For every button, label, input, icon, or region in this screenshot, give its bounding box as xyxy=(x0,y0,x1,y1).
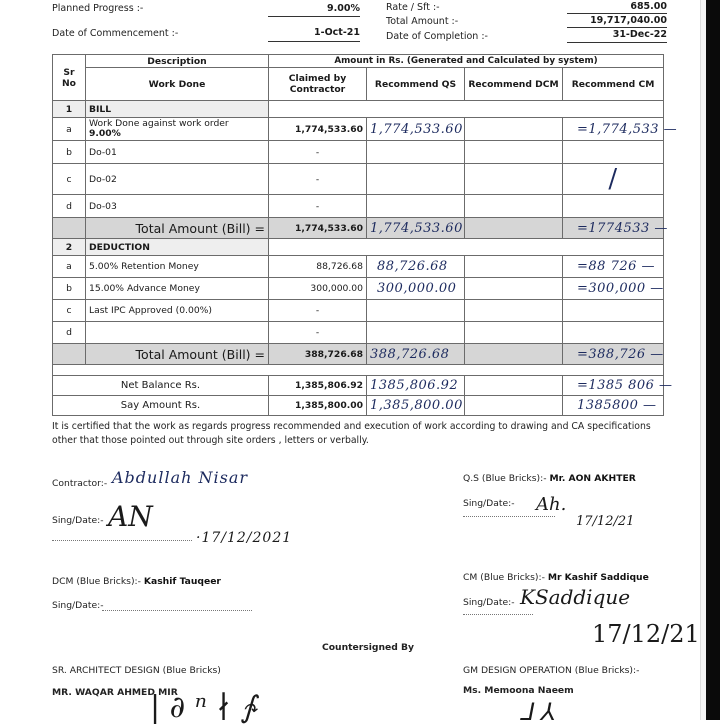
row-claimed: - xyxy=(269,300,367,322)
gm-signature-icon: ⅃ ⅄ xyxy=(520,698,556,726)
commencement-label: Date of Commencement :- xyxy=(52,28,179,39)
rate-label: Rate / Sft :- xyxy=(386,2,440,13)
row-cm xyxy=(563,322,664,344)
row-dcm xyxy=(465,164,563,195)
dcm-sign-label: Sing/Date:- xyxy=(52,600,104,611)
spacer-cell xyxy=(53,365,664,376)
qs-sign-date: 17/12/21 xyxy=(576,514,635,529)
row-qs xyxy=(367,300,465,322)
row-qs xyxy=(367,322,465,344)
table-row xyxy=(53,322,664,344)
net-balance-qs: 1385,806.92 xyxy=(367,376,465,396)
section-sr: 1 xyxy=(53,101,86,118)
row-desc: Do-02 xyxy=(86,164,269,195)
total-cm: =388,726 — xyxy=(563,344,664,365)
row-qs xyxy=(367,164,465,195)
planned-progress-label: Planned Progress :- xyxy=(52,3,144,14)
row-claimed: 300,000.00 xyxy=(269,278,367,300)
row-qs: 300,000.00 xyxy=(367,278,465,300)
say-amount-qs: 1,385,800.00 xyxy=(367,396,465,416)
total-label: Total Amount (Bill) = xyxy=(86,344,269,365)
row-sr: a xyxy=(53,256,86,278)
row-claimed: - xyxy=(269,141,367,164)
row-sr: d xyxy=(53,322,86,344)
row-cm-strike-mark: / xyxy=(563,164,664,195)
row-sr: b xyxy=(53,278,86,300)
section-deduction xyxy=(53,239,664,256)
bill-table xyxy=(52,54,678,416)
total-label: Total Amount (Bill) = xyxy=(86,218,269,239)
say-amount-dcm xyxy=(465,396,563,416)
table-row xyxy=(53,141,664,164)
contractor-signature: AN xyxy=(108,500,153,533)
table-row xyxy=(53,300,664,322)
section-bill xyxy=(53,101,664,118)
total-dcm xyxy=(465,218,563,239)
net-balance-dcm xyxy=(465,376,563,396)
row-claimed: - xyxy=(269,164,367,195)
total-dcm xyxy=(465,344,563,365)
row-cm xyxy=(563,195,664,218)
header-work-done: Work Done xyxy=(86,68,269,101)
row-qs xyxy=(367,195,465,218)
row-sr: a xyxy=(53,118,86,141)
qs-sign-line xyxy=(463,516,555,517)
bill-total-row xyxy=(53,218,664,239)
table-row xyxy=(53,278,664,300)
total-sr-blank xyxy=(53,218,86,239)
row-claimed: 1,774,533.60 xyxy=(269,118,367,141)
completion-value: 31-Dec-22 xyxy=(567,29,667,43)
scan-edge xyxy=(706,0,720,720)
total-claimed: 1,774,533.60 xyxy=(269,218,367,239)
rate-value: 685.00 xyxy=(567,1,667,14)
planned-progress-value: 9.00% xyxy=(268,3,360,17)
row-desc: 15.00% Advance Money xyxy=(86,278,269,300)
row-claimed: 88,726.68 xyxy=(269,256,367,278)
say-amount-label: Say Amount Rs. xyxy=(53,396,269,416)
section-blank xyxy=(269,101,664,118)
contractor-sign-date: ·17/12/2021 xyxy=(196,530,293,546)
gm-name: Ms. Memoona Naeem xyxy=(463,685,574,696)
table-row xyxy=(53,164,664,195)
dcm-label xyxy=(52,576,221,587)
contractor-name-handwritten: Abdullah Nisar xyxy=(112,468,249,487)
table-row xyxy=(53,118,664,141)
architect-signature-icon: | ∂ ⁿ ∤ ∱ xyxy=(150,690,256,725)
cm-signature: KSaddique xyxy=(520,585,631,609)
dcm-name: Kashif Tauqeer xyxy=(143,576,221,587)
section-sr: 2 xyxy=(53,239,86,256)
row-claimed: - xyxy=(269,322,367,344)
completion-label: Date of Completion :- xyxy=(386,31,488,42)
row-sr: c xyxy=(53,300,86,322)
row-dcm xyxy=(465,141,563,164)
row-desc: Do-01 xyxy=(86,141,269,164)
row-dcm xyxy=(465,322,563,344)
say-amount-row xyxy=(53,396,664,416)
spacer-row xyxy=(53,365,664,376)
row-dcm xyxy=(465,300,563,322)
row-sr: d xyxy=(53,195,86,218)
say-amount-cm: 1385800 — xyxy=(563,396,664,416)
row-sr: b xyxy=(53,141,86,164)
row-desc: Last IPC Approved (0.00%) xyxy=(86,300,269,322)
countersigned-heading: Countersigned By xyxy=(322,642,415,653)
qs-name: Mr. AON AKHTER xyxy=(549,473,636,484)
row-cm: =300,000 — xyxy=(563,278,664,300)
total-qs: 1,774,533.60 xyxy=(367,218,465,239)
row-desc-sub: 9.00% xyxy=(89,128,121,139)
cm-sign-date: 17/12/21 xyxy=(592,620,700,648)
total-sr-blank xyxy=(53,344,86,365)
net-balance-claimed: 1,385,806.92 xyxy=(269,376,367,396)
total-claimed: 388,726.68 xyxy=(269,344,367,365)
cm-role: CM (Blue Bricks):- xyxy=(463,572,545,583)
row-dcm xyxy=(465,118,563,141)
gm-label: GM DESIGN OPERATION (Blue Bricks):- xyxy=(463,665,640,676)
dcm-sign-line xyxy=(102,610,252,611)
section-title: BILL xyxy=(86,101,269,118)
row-dcm xyxy=(465,278,563,300)
commencement-value: 1-Oct-21 xyxy=(268,27,360,42)
cm-sign-line xyxy=(463,614,533,615)
architect-label: SR. ARCHITECT DESIGN (Blue Bricks) xyxy=(52,665,221,676)
table-row xyxy=(53,195,664,218)
section-blank xyxy=(269,239,664,256)
row-cm: =1,774,533 — xyxy=(563,118,664,141)
total-cm: =1774533 — xyxy=(563,218,664,239)
row-cm: =88 726 — xyxy=(563,256,664,278)
qs-signature: Ah. xyxy=(536,494,567,515)
total-amount-value: 19,717,040.00 xyxy=(567,15,667,28)
row-cm xyxy=(563,141,664,164)
row-qs: 88,726.68 xyxy=(367,256,465,278)
net-balance-cm: =1385 806 — xyxy=(563,376,664,396)
net-balance-row xyxy=(53,376,664,396)
header-dcm: Recommend DCM xyxy=(465,68,563,101)
header-qs: Recommend QS xyxy=(367,68,465,101)
row-qs: 1,774,533.60 xyxy=(367,118,465,141)
total-qs: 388,726.68 xyxy=(367,344,465,365)
qs-sign-label: Sing/Date:- xyxy=(463,498,515,509)
contractor-label: Contractor:- xyxy=(52,478,108,489)
certification-text: It is certified that the work as regards progress recommended and execution of work according to drawing and CA specifications other that those pointed out through site orders , letters or verbally. xyxy=(52,421,651,446)
total-amount-label: Total Amount :- xyxy=(386,16,459,27)
say-amount-claimed: 1,385,800.00 xyxy=(269,396,367,416)
table-row xyxy=(53,256,664,278)
row-dcm xyxy=(465,195,563,218)
dcm-role: DCM (Blue Bricks):- xyxy=(52,576,141,587)
contractor-sign-label: Sing/Date:- xyxy=(52,515,104,526)
row-desc xyxy=(86,322,269,344)
header-cm: Recommend CM xyxy=(563,68,664,101)
contractor-sign-line xyxy=(52,540,192,541)
header-description: Description xyxy=(86,55,269,68)
row-cm xyxy=(563,300,664,322)
header-amount-group: Amount in Rs. (Generated and Calculated by system) xyxy=(269,55,664,68)
row-qs xyxy=(367,141,465,164)
qs-label xyxy=(463,473,636,484)
qs-role: Q.S (Blue Bricks):- xyxy=(463,473,547,484)
deduction-total-row xyxy=(53,344,664,365)
section-title: DEDUCTION xyxy=(86,239,269,256)
cm-sign-label: Sing/Date:- xyxy=(463,597,515,608)
architect-name: MR. WAQAR AHMED MIR xyxy=(52,687,178,698)
header-claimed: Claimed by Contractor xyxy=(269,68,367,101)
row-claimed: - xyxy=(269,195,367,218)
row-desc: Do-03 xyxy=(86,195,269,218)
row-desc: Work Done against work order xyxy=(89,118,229,129)
header-sr-no: Sr No xyxy=(53,55,86,101)
cm-name: Mr Kashif Saddique xyxy=(547,572,649,583)
row-dcm xyxy=(465,256,563,278)
row-sr: c xyxy=(53,164,86,195)
row-desc: 5.00% Retention Money xyxy=(86,256,269,278)
cm-label xyxy=(463,572,649,583)
net-balance-label: Net Balance Rs. xyxy=(53,376,269,396)
